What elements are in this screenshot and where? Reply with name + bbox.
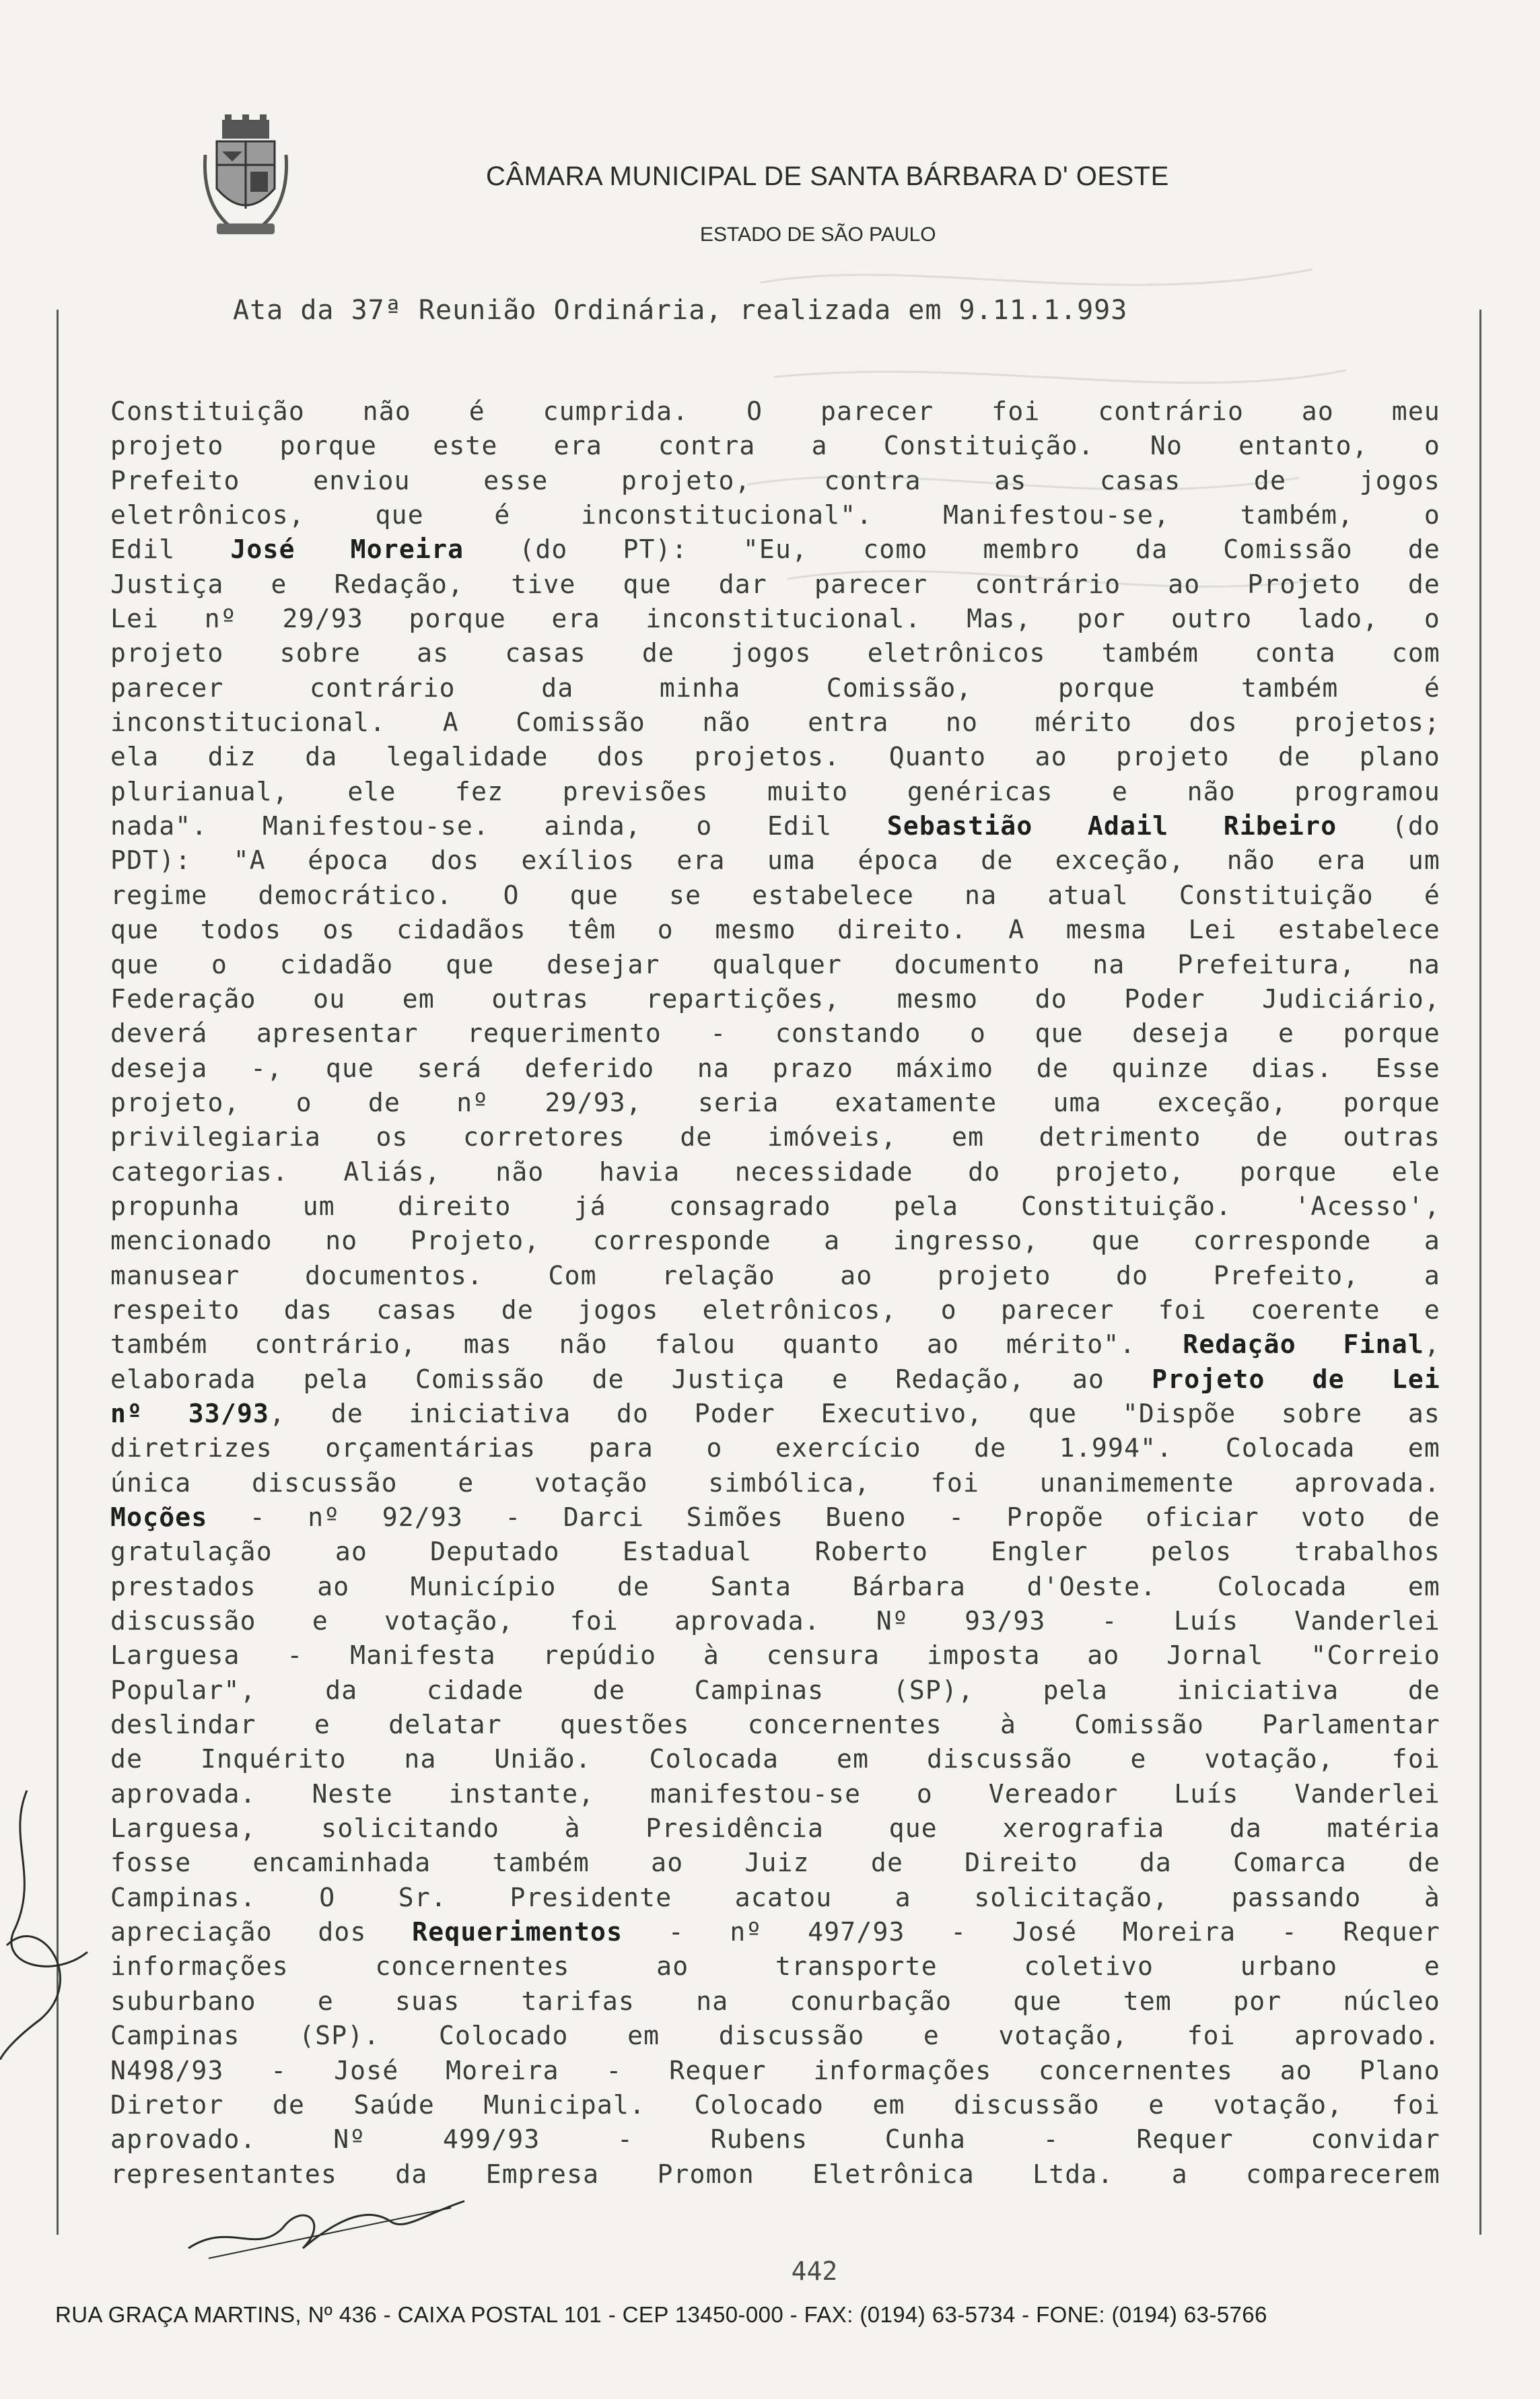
text-line bbox=[110, 1570, 1440, 1604]
bold-term: Projeto de Lei bbox=[1152, 1364, 1440, 1394]
text-segment: (do PT): "Eu, como membro da Comissão de bbox=[464, 534, 1440, 565]
text-line bbox=[110, 1051, 1440, 1086]
rubric-signature bbox=[168, 2174, 471, 2268]
text-line bbox=[110, 429, 1440, 463]
text-line bbox=[110, 1949, 1440, 1984]
text-segment: , de iniciativa do Poder Executivo, que "Dispõe sobre as bbox=[269, 1398, 1440, 1428]
text-segment: Campinas (SP). Colocado em discussão e votação, foi aprovado. bbox=[110, 2021, 1440, 2051]
text-line bbox=[110, 671, 1440, 705]
state-name: ESTADO DE SÃO PAULO bbox=[700, 223, 936, 246]
bold-term: Requerimentos bbox=[412, 1917, 623, 1947]
text-line bbox=[110, 1259, 1440, 1293]
text-line bbox=[110, 1086, 1440, 1120]
text-segment: também contrário, mas não falou quanto ao mérito". bbox=[110, 1329, 1183, 1360]
institution-name: CÂMARA MUNICIPAL DE SANTA BÁRBARA D' OESTE bbox=[486, 162, 1169, 191]
municipal-crest-icon bbox=[202, 114, 289, 242]
text-segment: nada". Manifestou-se. ainda, o Edil bbox=[110, 811, 887, 841]
minutes-body-text bbox=[110, 394, 1440, 2192]
text-line bbox=[110, 1742, 1440, 1776]
text-line bbox=[110, 1500, 1440, 1535]
text-segment: inconstitucional. A Comissão não entra no mérito dos projetos; bbox=[110, 707, 1440, 738]
text-segment: Federação ou em outras repartições, mesmo do Poder Judiciário, bbox=[110, 983, 1440, 1014]
text-segment: de Inquérito na União. Colocada em discussão e votação, foi bbox=[110, 1744, 1440, 1774]
text-segment: que o cidadão que desejar qualquer documento na Prefeitura, na bbox=[110, 949, 1440, 979]
text-line bbox=[110, 1327, 1440, 1362]
text-line bbox=[110, 602, 1440, 636]
margin-signature-scribble bbox=[0, 1777, 101, 2060]
text-line bbox=[110, 775, 1440, 809]
text-line bbox=[110, 843, 1440, 878]
text-line bbox=[110, 1120, 1440, 1154]
text-segment: aprovado. Nº 499/93 - Rubens Cunha - Requer convidar bbox=[110, 2124, 1440, 2155]
bold-term: Redação Final bbox=[1183, 1329, 1424, 1360]
text-segment: Campinas. O Sr. Presidente acatou a solicitação, passando à bbox=[110, 1882, 1440, 1912]
text-segment: Larguesa, solicitando à Presidência que xerografia da matéria bbox=[110, 1813, 1440, 1844]
text-segment: respeito das casas de jogos eletrônicos, o parecer foi coerente e bbox=[110, 1294, 1440, 1325]
text-segment: Edil bbox=[110, 534, 231, 565]
text-segment: Constituição não é cumprida. O parecer foi contrário ao meu bbox=[110, 396, 1440, 426]
text-segment: representantes da Empresa Promon Eletrônica Ltda. a comparecerem bbox=[110, 2159, 1440, 2189]
text-line bbox=[110, 1673, 1440, 1708]
text-segment: - nº 497/93 - José Moreira - Requer bbox=[623, 1917, 1440, 1947]
text-line bbox=[110, 1881, 1440, 1915]
text-segment: parecer contrário da minha Comissão, porque também é bbox=[110, 672, 1440, 703]
bold-term: nº 33/93 bbox=[110, 1398, 270, 1428]
text-line bbox=[110, 532, 1440, 567]
text-segment: projeto sobre as casas de jogos eletrônicos também conta com bbox=[110, 638, 1440, 668]
text-segment: Prefeito enviou esse projeto, contra as casas de jogos bbox=[110, 465, 1440, 495]
text-segment: regime democrático. O que se estabelece na atual Constituição é bbox=[110, 880, 1440, 910]
text-line bbox=[110, 498, 1440, 532]
text-segment: única discussão e votação simbólica, foi unanimemente aprovada. bbox=[110, 1467, 1440, 1498]
text-segment: N498/93 - José Moreira - Requer informações concernentes ao Plano bbox=[110, 2055, 1440, 2085]
text-segment: projeto porque este era contra a Constituição. No entanto, o bbox=[110, 431, 1440, 461]
footer-address: RUA GRAÇA MARTINS, Nº 436 - CAIXA POSTAL 101 - CEP 13450-000 - FAX: (0194) 63-5734 - FONE: (0194) 63-5766 bbox=[55, 2302, 1267, 2327]
text-segment: , bbox=[1424, 1329, 1440, 1360]
text-segment: projeto, o de nº 29/93, seria exatamente uma exceção, porque bbox=[110, 1087, 1440, 1117]
text-segment: - nº 92/93 - Darci Simões Bueno - Propõe oficiar voto de bbox=[207, 1502, 1440, 1532]
text-line bbox=[110, 878, 1440, 913]
text-line bbox=[110, 982, 1440, 1016]
text-line bbox=[110, 1397, 1440, 1431]
text-line bbox=[110, 1915, 1440, 1949]
text-segment: PDT): "A época dos exílios era uma época de exceção, não era um bbox=[110, 845, 1440, 876]
text-line bbox=[110, 2122, 1440, 2157]
text-segment: prestados ao Município de Santa Bárbara d'Oeste. Colocada em bbox=[110, 1571, 1440, 1601]
text-segment: deseja -, que será deferido na prazo máximo de quinze dias. Esse bbox=[110, 1053, 1440, 1083]
text-segment: elaborada pela Comissão de Justiça e Redação, ao bbox=[110, 1364, 1152, 1394]
text-line bbox=[110, 464, 1440, 498]
text-line bbox=[110, 1811, 1440, 1846]
text-segment: que todos os cidadãos têm o mesmo direito. A mesma Lei estabelece bbox=[110, 915, 1440, 945]
text-segment: suburbano e suas tarifas na conurbação que tem por núcleo bbox=[110, 1986, 1440, 2016]
text-line bbox=[110, 1604, 1440, 1638]
text-line bbox=[110, 1016, 1440, 1051]
text-line bbox=[110, 2054, 1440, 2088]
text-line bbox=[110, 705, 1440, 740]
bold-term: Moções bbox=[110, 1502, 208, 1532]
text-segment: informações concernentes ao transporte coletivo urbano e bbox=[110, 1951, 1440, 1982]
text-segment: (do bbox=[1337, 811, 1440, 841]
text-line bbox=[110, 1535, 1440, 1569]
text-line bbox=[110, 1155, 1440, 1189]
text-segment: aprovada. Neste instante, manifestou-se o Vereador Luís Vanderlei bbox=[110, 1778, 1440, 1809]
text-segment: privilegiaria os corretores de imóveis, em detrimento de outras bbox=[110, 1122, 1440, 1152]
text-segment: plurianual, ele fez previsões muito genéricas e não programou bbox=[110, 776, 1440, 806]
text-segment: Diretor de Saúde Municipal. Colocado em discussão e votação, foi bbox=[110, 2089, 1440, 2120]
text-segment: gratulação ao Deputado Estadual Roberto Engler pelos trabalhos bbox=[110, 1537, 1440, 1567]
text-segment: eletrônicos, que é inconstitucional". Manifestou-se, também, o bbox=[110, 500, 1440, 530]
text-segment: fosse encaminhada também ao Juiz de Direito da Comarca de bbox=[110, 1848, 1440, 1878]
text-line bbox=[110, 1708, 1440, 1742]
text-line bbox=[110, 2019, 1440, 2053]
text-line bbox=[110, 1189, 1440, 1224]
text-segment: categorias. Aliás, não havia necessidade do projeto, porque ele bbox=[110, 1156, 1440, 1187]
text-segment: mencionado no Projeto, corresponde a ingresso, que corresponde a bbox=[110, 1226, 1440, 1256]
text-segment: propunha um direito já consagrado pela Constituição. 'Acesso', bbox=[110, 1191, 1440, 1221]
text-segment: deslindar e delatar questões concernentes à Comissão Parlamentar bbox=[110, 1710, 1440, 1740]
text-line bbox=[110, 1984, 1440, 2019]
text-line bbox=[110, 1293, 1440, 1327]
text-line bbox=[110, 809, 1440, 843]
text-segment: deverá apresentar requerimento - constando o que deseja e porque bbox=[110, 1018, 1440, 1049]
page-number: 442 bbox=[791, 2256, 838, 2286]
text-line bbox=[110, 948, 1440, 982]
text-line bbox=[110, 1362, 1440, 1397]
text-segment: ela diz da legalidade dos projetos. Quanto ao projeto de plano bbox=[110, 742, 1440, 772]
text-line bbox=[110, 1466, 1440, 1500]
text-line bbox=[110, 1431, 1440, 1465]
text-line bbox=[110, 636, 1440, 670]
text-line bbox=[110, 1638, 1440, 1673]
text-segment: Lei nº 29/93 porque era inconstitucional. Mas, por outro lado, o bbox=[110, 604, 1440, 634]
text-line bbox=[110, 913, 1440, 947]
text-line bbox=[110, 567, 1440, 602]
text-segment: discussão e votação, foi aprovada. Nº 93/93 - Luís Vanderlei bbox=[110, 1606, 1440, 1636]
bold-term: José Moreira bbox=[230, 534, 464, 565]
text-segment: Popular", da cidade de Campinas (SP), pela iniciativa de bbox=[110, 1675, 1440, 1705]
text-segment: diretrizes orçamentárias para o exercício de 1.994". Colocada em bbox=[110, 1433, 1440, 1463]
text-segment: manusear documentos. Com relação ao projeto do Prefeito, a bbox=[110, 1260, 1440, 1290]
text-line bbox=[110, 740, 1440, 774]
text-segment: Larguesa - Manifesta repúdio à censura imposta ao Jornal "Correio bbox=[110, 1640, 1440, 1671]
text-line bbox=[110, 1846, 1440, 1880]
bold-term: Sebastião Adail Ribeiro bbox=[886, 811, 1337, 841]
right-margin-rule bbox=[1479, 310, 1481, 2235]
text-line bbox=[110, 1224, 1440, 1258]
text-line bbox=[110, 394, 1440, 429]
text-line bbox=[110, 1777, 1440, 1811]
minutes-title: Ata da 37ª Reunião Ordinária, realizada em 9.11.1.993 bbox=[233, 295, 1128, 326]
text-segment: Justiça e Redação, tive que dar parecer contrário ao Projeto de bbox=[110, 569, 1440, 599]
text-line bbox=[110, 2088, 1440, 2122]
text-segment: apreciação dos bbox=[110, 1917, 413, 1947]
